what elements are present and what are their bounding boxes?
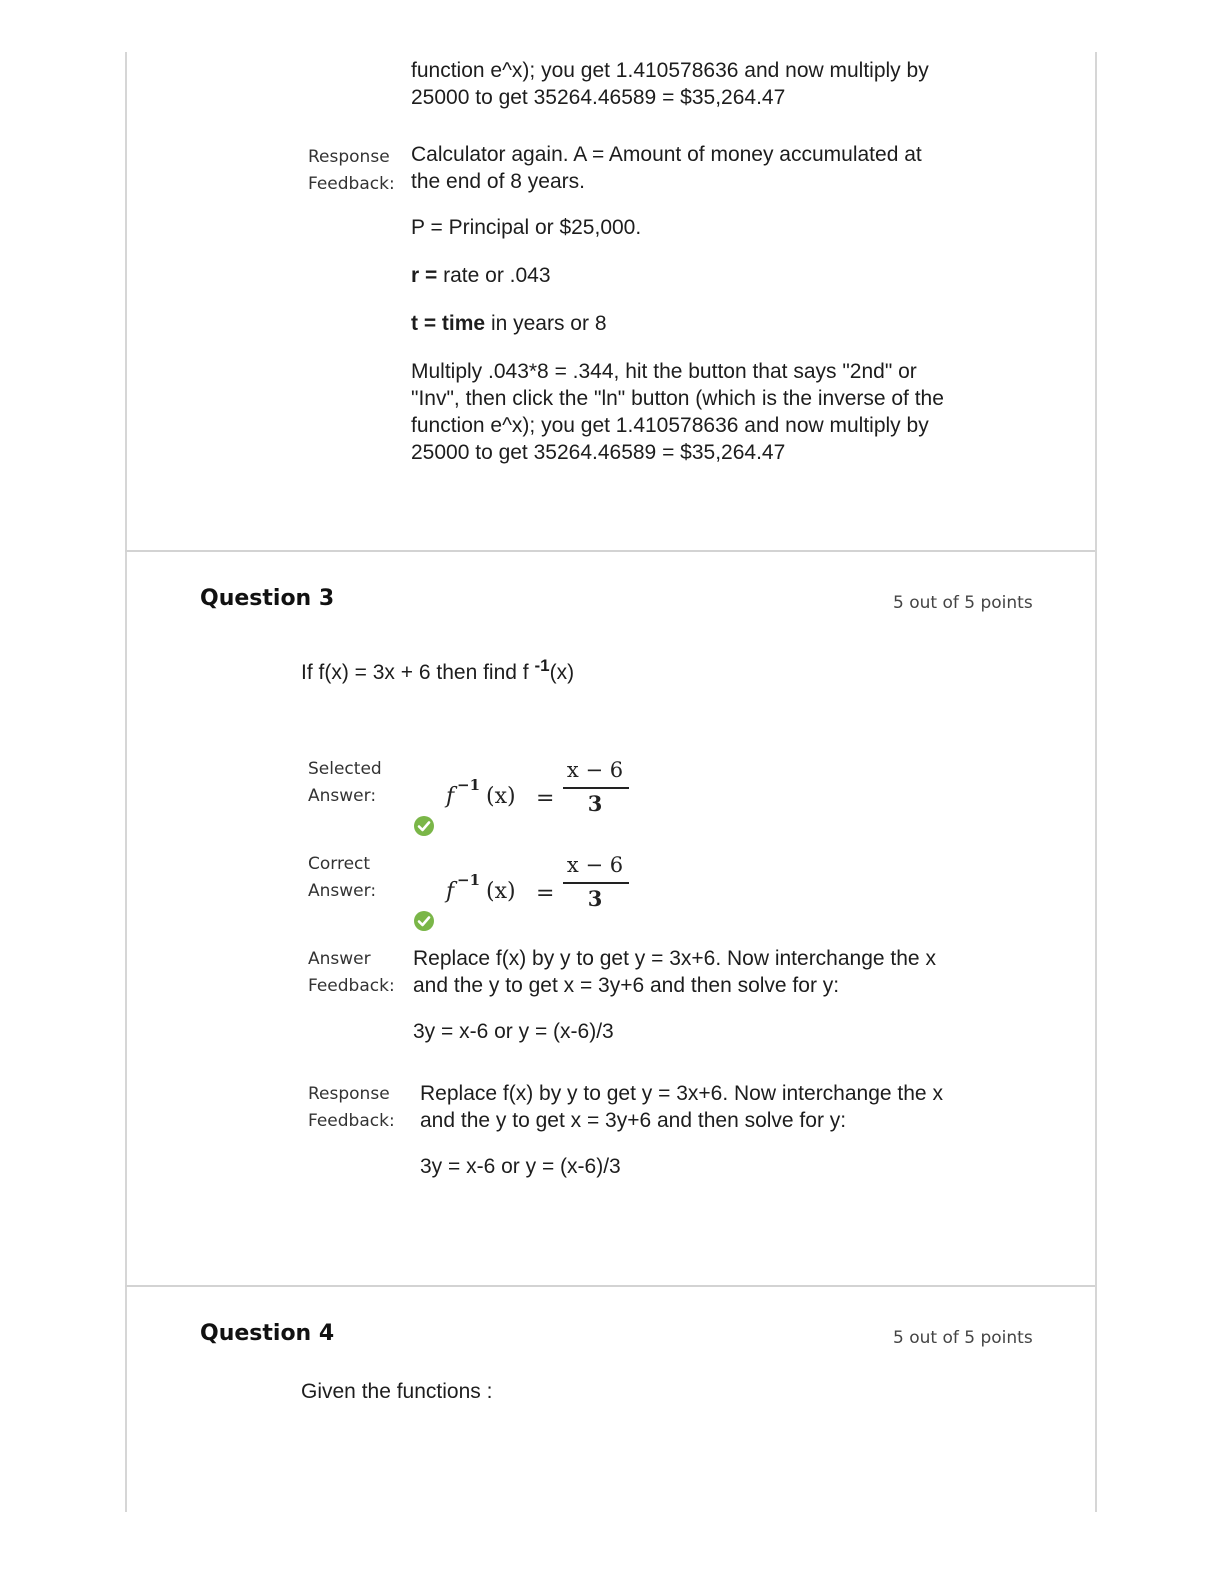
response-feedback-label: Response Feedback: [308,1084,395,1131]
selected-answer-label: Selected Answer: [308,759,382,806]
principal-line: P = Principal or $25,000. [411,216,642,239]
question-3-title: Question 3 [200,586,335,611]
answer-feedback-text: Replace f(x) by y to get y = 3x+6. Now interchange the x and the y to get x = 3y+6 and then solve for y: [413,947,936,997]
correct-check-icon [414,911,434,931]
response-feedback-label: Response Feedback: [308,147,395,194]
question-3-prompt: If f(x) = 3x + 6 then find f $^{-1}$(x) [301,656,575,684]
answer-feedback-label: Answer Feedback: [308,949,395,996]
question-3-points: 5 out of 5 points [893,593,1033,613]
selected-answer-formula: f −1 (x) = x − 6 3 [446,766,646,826]
correct-check-icon [414,816,434,836]
question-4-prompt: Given the functions : [301,1380,493,1403]
question-4-title: Question 4 [200,1321,335,1346]
question-divider [125,550,1095,552]
response-feedback-text: Replace f(x) by y to get y = 3x+6. Now interchange the x and the y to get x = 3y+6 and then solve for y: [420,1082,943,1132]
question-4-points: 5 out of 5 points [893,1328,1033,1348]
response-feedback-result: 3y = x-6 or y = (x-6)/3 [420,1155,621,1178]
time-line: t = time in years or 8 [411,312,607,335]
correct-answer-label: Correct Answer: [308,854,377,901]
answer-feedback-result: 3y = x-6 or y = (x-6)/3 [413,1020,614,1043]
response-feedback-text: Calculator again. A = Amount of money accumulated at the end of 8 years. [411,143,922,193]
rate-line: r = rate or .043 [411,264,551,287]
answer-feedback-continued: function e^x); you get 1.410578636 and now multiply by 25000 to get 35264.46589 = $35,264.47 [411,59,929,109]
question-divider [125,1285,1095,1287]
multiply-explanation: Multiply .043*8 = .344, hit the button that says "2nd" or "Inv", then click the "ln" button (which is the inverse of the function e^x); you get 1.410578636 and now multiply by 25000 to get 35264.46589 = $35,264.47 [411,360,944,464]
correct-answer-formula: f −1 (x) = x − 6 3 [446,861,646,921]
